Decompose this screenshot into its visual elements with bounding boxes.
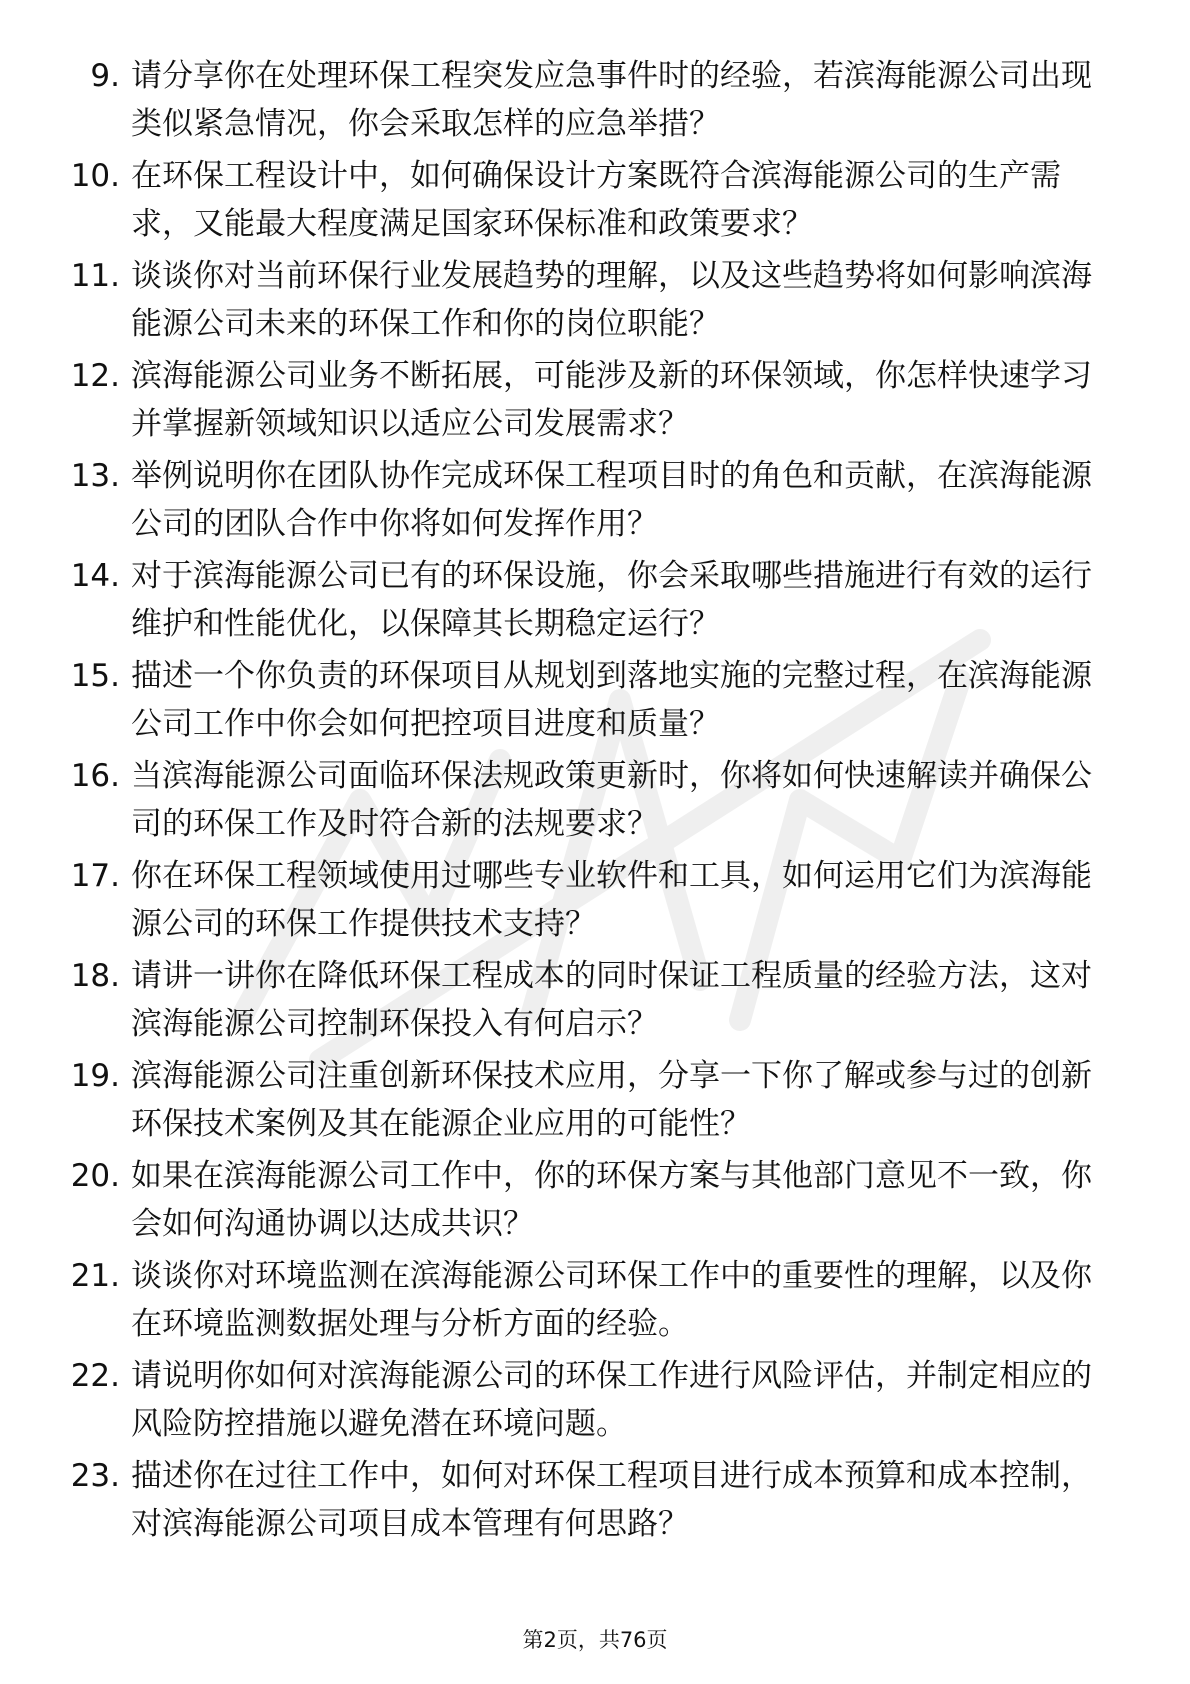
question-text: 在环保工程设计中，如何确保设计方案既符合滨海能源公司的生产需求，又能最大程度满足国家环保标准和政策要求？ — [131, 158, 1061, 242]
question-text: 滨海能源公司业务不断拓展，可能涉及新的环保领域，你怎样快速学习并掌握新领域知识以适应公司发展需求？ — [131, 358, 1092, 442]
question-number: 20. — [70, 1158, 120, 1194]
question-number: 13. — [70, 458, 120, 494]
list-item — [0, 52, 1190, 152]
question-text: 请分享你在处理环保工程突发应急事件时的经验，若滨海能源公司出现类似紧急情况，你会采取怎样的应急举措？ — [131, 58, 1092, 142]
question-number: 12. — [70, 358, 120, 394]
question-number: 19. — [70, 1058, 120, 1094]
list-item — [0, 252, 1190, 352]
question-text: 如果在滨海能源公司工作中，你的环保方案与其他部门意见不一致，你会如何沟通协调以达成共识？ — [131, 1158, 1092, 1242]
list-item — [0, 1352, 1190, 1452]
list-item — [0, 152, 1190, 252]
question-number: 10. — [70, 158, 120, 194]
question-text: 当滨海能源公司面临环保法规政策更新时，你将如何快速解读并确保公司的环保工作及时符合新的法规要求？ — [131, 758, 1092, 842]
question-number: 23. — [70, 1458, 120, 1494]
question-number: 22. — [70, 1358, 120, 1394]
question-text: 谈谈你对环境监测在滨海能源公司环保工作中的重要性的理解，以及你在环境监测数据处理与分析方面的经验。 — [131, 1258, 1092, 1342]
question-number: 21. — [70, 1258, 120, 1294]
question-text: 谈谈你对当前环保行业发展趋势的理解，以及这些趋势将如何影响滨海能源公司未来的环保工作和你的岗位职能？ — [131, 258, 1092, 342]
question-number: 14. — [70, 558, 120, 594]
question-text: 你在环保工程领域使用过哪些专业软件和工具，如何运用它们为滨海能源公司的环保工作提供技术支持？ — [131, 858, 1092, 942]
question-text: 描述一个你负责的环保项目从规划到落地实施的完整过程，在滨海能源公司工作中你会如何把控项目进度和质量？ — [131, 658, 1092, 742]
list-item — [0, 852, 1190, 952]
list-item — [0, 352, 1190, 452]
list-item — [0, 552, 1190, 652]
question-number: 18. — [70, 958, 120, 994]
question-number: 17. — [70, 858, 120, 894]
question-number: 15. — [70, 658, 120, 694]
list-item — [0, 1152, 1190, 1252]
question-text: 请说明你如何对滨海能源公司的环保工作进行风险评估，并制定相应的风险防控措施以避免潜在环境问题。 — [131, 1358, 1092, 1442]
question-text: 请讲一讲你在降低环保工程成本的同时保证工程质量的经验方法，这对滨海能源公司控制环保投入有何启示？ — [131, 958, 1092, 1042]
question-text: 对于滨海能源公司已有的环保设施，你会采取哪些措施进行有效的运行维护和性能优化，以保障其长期稳定运行？ — [131, 558, 1092, 642]
question-text: 举例说明你在团队协作完成环保工程项目时的角色和贡献，在滨海能源公司的团队合作中你将如何发挥作用？ — [131, 458, 1092, 542]
question-number: 16. — [70, 758, 120, 794]
list-item — [0, 1252, 1190, 1352]
list-item — [0, 1452, 1190, 1552]
list-item — [0, 452, 1190, 552]
page-footer: 第2页，共76页 — [522, 1628, 668, 1652]
question-list — [0, 52, 1190, 1552]
question-number: 11. — [70, 258, 120, 294]
list-item — [0, 652, 1190, 752]
list-item — [0, 952, 1190, 1052]
list-item — [0, 752, 1190, 852]
question-text: 描述你在过往工作中，如何对环保工程项目进行成本预算和成本控制，对滨海能源公司项目成本管理有何思路？ — [131, 1458, 1092, 1542]
list-item — [0, 1052, 1190, 1152]
question-number: 9. — [90, 58, 120, 94]
question-text: 滨海能源公司注重创新环保技术应用，分享一下你了解或参与过的创新环保技术案例及其在能源企业应用的可能性？ — [131, 1058, 1092, 1142]
